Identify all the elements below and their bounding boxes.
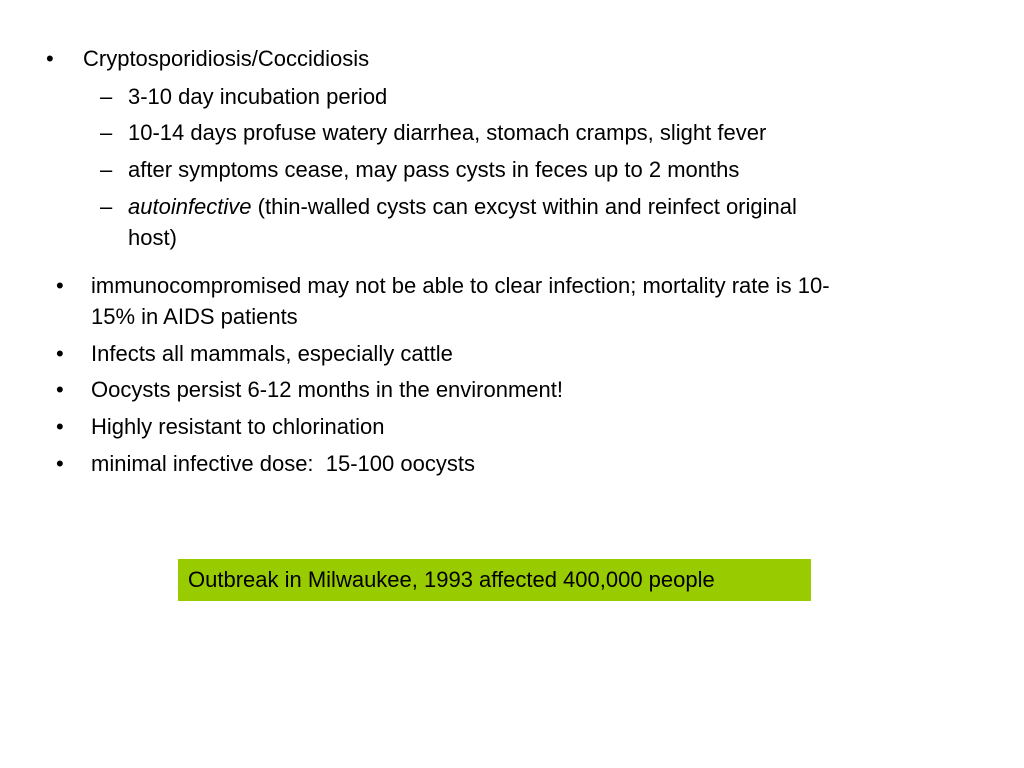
bullet-text: Infects all mammals, especially cattle	[91, 341, 453, 366]
bullet-marker: •	[56, 341, 64, 366]
bullet-item	[0, 271, 1024, 333]
dash-marker: –	[100, 194, 113, 219]
emphasis-term: autoinfective	[128, 194, 252, 219]
sub-item-text: after symptoms cease, may pass cysts in feces up to 2 months	[128, 157, 740, 182]
bullet-text: Oocysts persist 6-12 months in the environment!	[91, 377, 563, 402]
bullet-text: minimal infective dose: 15-100 oocysts	[91, 451, 475, 476]
bullet-text: Highly resistant to chlorination	[91, 414, 385, 439]
sub-item-text-line2: host)	[128, 225, 177, 250]
sub-item-text-line1: (thin-walled cysts can excyst within and reinfect original	[251, 194, 797, 219]
dash-marker: –	[100, 157, 113, 182]
sub-item	[0, 155, 1024, 185]
bullet-text-line2: 15% in AIDS patients	[91, 304, 298, 329]
callout-text: Outbreak in Milwaukee, 1993 affected 400,000 people	[188, 567, 715, 592]
sub-item-text	[128, 192, 797, 222]
sub-item	[0, 192, 1024, 254]
bullet-text-line1: immunocompromised may not be able to clear infection; mortality rate is 10-	[91, 273, 830, 298]
sub-item-text: 3-10 day incubation period	[128, 84, 388, 109]
bullet-marker: •	[56, 377, 64, 402]
dash-marker: –	[100, 120, 113, 145]
bullet-marker: •	[56, 414, 64, 439]
sub-item-text: 10-14 days profuse watery diarrhea, stomach cramps, slight fever	[128, 120, 767, 145]
main-bullet	[0, 44, 1024, 74]
main-bullet-text: Cryptosporidiosis/Coccidiosis	[83, 46, 370, 71]
bullet-marker: •	[56, 451, 64, 476]
bullet-marker: •	[46, 46, 54, 71]
callout-box	[178, 559, 811, 601]
bullet-marker: •	[56, 273, 64, 298]
bullet-item	[0, 339, 1024, 369]
bullet-item	[0, 412, 1024, 442]
sub-item	[0, 118, 1024, 148]
bullet-item	[0, 375, 1024, 405]
bullet-item	[0, 449, 1024, 479]
sub-item	[0, 82, 1024, 112]
dash-marker: –	[100, 84, 113, 109]
